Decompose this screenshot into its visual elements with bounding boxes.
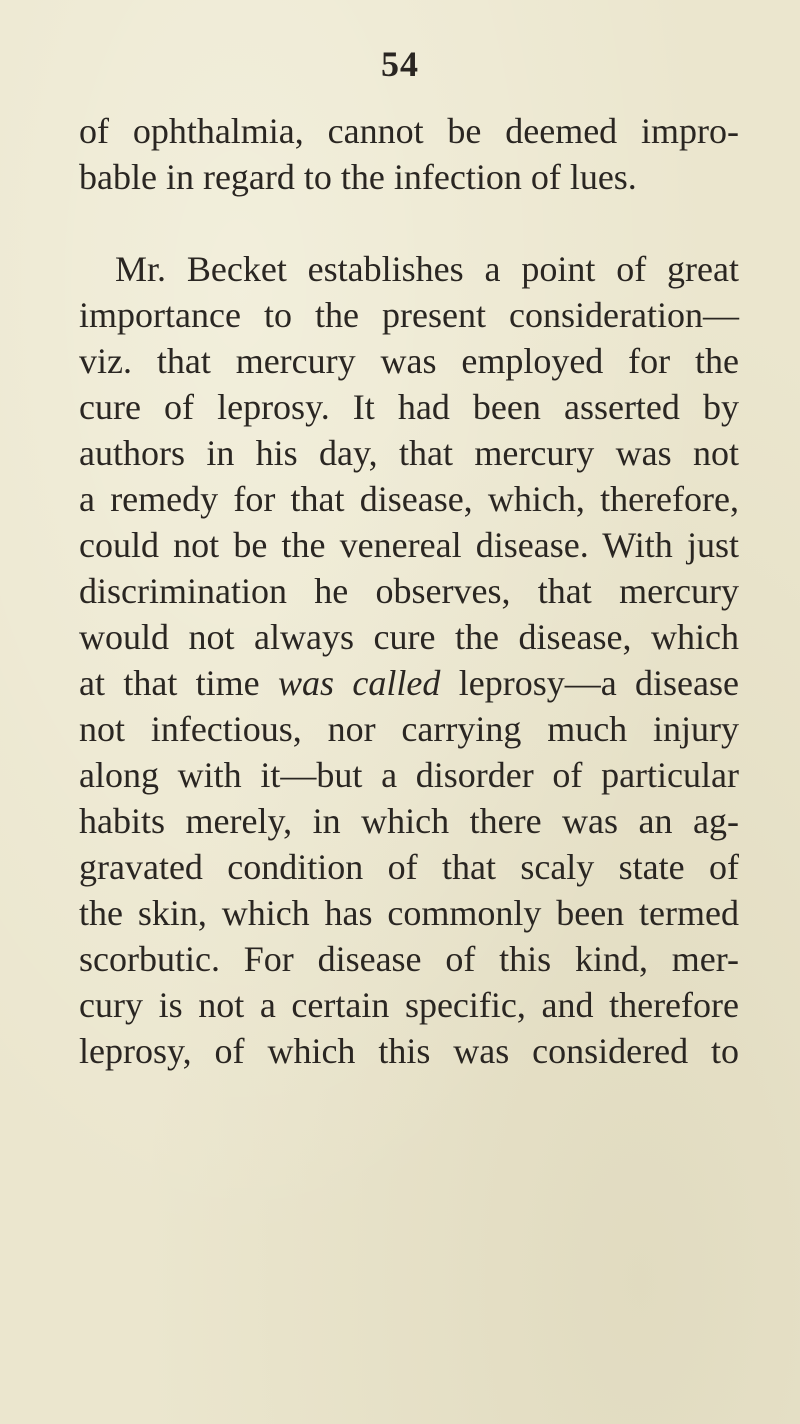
- text-line: cure of leprosy. It had been asserted by: [79, 387, 739, 427]
- text-segment: leprosy—a disease: [440, 663, 740, 703]
- text-line: scorbutic. For disease of this kind, mer-: [79, 939, 739, 979]
- text-line-content: Mr. Becket establishes a point of great: [115, 249, 739, 289]
- text-line: cury is not a certain specific, and therefore: [79, 985, 739, 1025]
- text-line: gravated condition of that scaly state of: [79, 847, 739, 887]
- text-line: leprosy, of which this was considered to: [79, 1031, 739, 1071]
- text-line: authors in his day, that mercury was not: [79, 433, 739, 473]
- page-body-text: [79, 108, 739, 1074]
- text-line: viz. that mercury was employed for the: [79, 341, 739, 381]
- text-line: habits merely, in which there was an ag-: [79, 801, 739, 841]
- text-line: a remedy for that disease, which, therefore,: [79, 479, 739, 519]
- text-line: not infectious, nor carrying much injury: [79, 709, 739, 749]
- text-line: could not be the venereal disease. With just: [79, 525, 739, 565]
- page-number: 54: [381, 44, 419, 84]
- paragraph-gap: [79, 200, 739, 246]
- text-line: bable in regard to the infection of lues.: [79, 157, 637, 197]
- italic-phrase: was called: [278, 663, 441, 703]
- text-line: of ophthalmia, cannot be deemed impro-: [79, 111, 739, 151]
- text-segment: at that time: [79, 663, 279, 703]
- text-line: along with it—but a disorder of particular: [79, 755, 739, 795]
- text-line: the skin, which has commonly been termed: [79, 893, 739, 933]
- text-line: discrimination he observes, that mercury: [79, 571, 739, 611]
- text-line: would not always cure the disease, which: [79, 617, 739, 657]
- text-line: importance to the present consideration—: [79, 295, 739, 335]
- text-line: [79, 246, 739, 292]
- text-line-with-italic: [79, 660, 739, 706]
